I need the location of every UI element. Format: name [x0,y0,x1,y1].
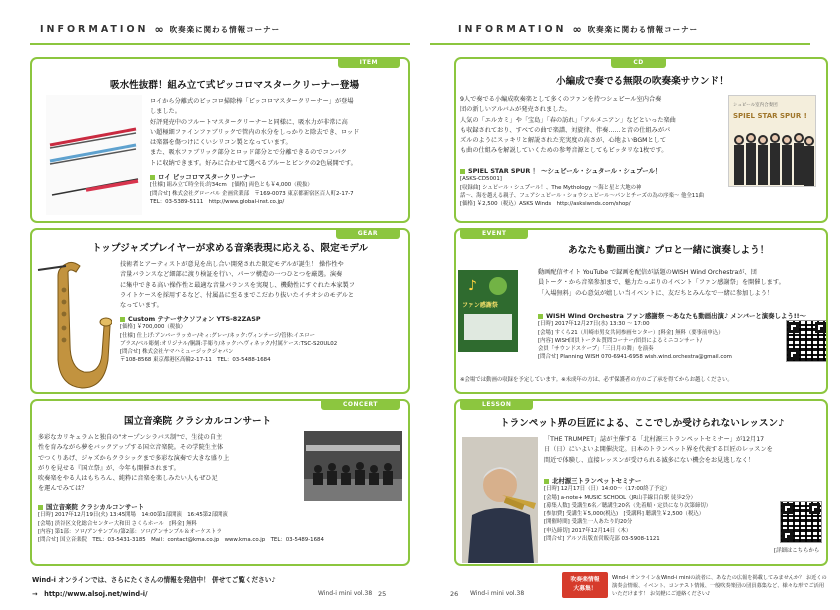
spec-line: [内容] 第1部：ソロ/アンサンブル/第2部：ソロ/アンサンブル＆オーケストラ [38,528,222,535]
body-line: なっています。 [120,302,163,310]
event-qr-code[interactable] [786,320,828,362]
item-panel [30,57,410,223]
event-note: ※会場では動画の収録を予定しています。※未成年の方は、必ず保護者の方のご了承を得てからお越しください。 [460,377,733,383]
jacket-title: SPIEL STAR SPUR ! [733,112,807,120]
poster-title: ファン感謝祭 [462,302,498,309]
spec-line: [問合せ] 株式会社グローバル 企画営業部 〒169-0073 東京都新宿区百人町2-17-7 [150,190,354,197]
online-notice: Wind-i オンラインでは、さらにたくさんの情報を発信中！ 併せてご覧ください♪ [32,576,276,584]
body-line: 性を育みながら夢をバックアップする国立音楽院。その学院生主体 [38,444,224,452]
spec-line: [価格] ￥700,000（税抜） [120,324,186,331]
body-line: に集中できる高い操作性と最適な音量バランスを実現し、機動性にすぐれた本家製フ [120,281,355,289]
body-line: 9人で奏でる小編成吹奏楽として多くのファンを持つシュピール室内合奏 [460,96,662,103]
article-body [544,435,828,466]
body-line: 音量バランスなど細部に渡り検証を行い、パーツ構造の一つひとつを厳選。演奏 [120,271,343,279]
info-wanted-badge [562,572,608,598]
event-name: 国立音楽院 クラシカルコンサート [38,503,404,511]
spec-line: ブラス/ベル彫刻:オリジナル/胴調:手彫り/ネック:ヘヴィネック/付属ケース:TSC-S20UL02 [120,340,338,347]
spec-line: [収録曲] シュピール・シュプール！、The Mythology ～海と星と大地の神 [460,184,642,191]
category-tag: ITEM [338,57,400,68]
jacket-subtitle: シュピール室内合奏団 [733,103,778,108]
trumpeter-photo [462,437,538,563]
body-line: 間近で体験し、直接レッスンが受けられる滅多にない機会をお見逃しなく！ [544,456,755,464]
category-tag: CD [611,57,665,68]
spec-line: 話～、海を越える親子、フェアシュピール・ショウシュピール～パンとチーズの為の序楽～ 他全11曲 [460,192,705,199]
header-subtitle: 吹奏楽に関わる情報コーナー [587,24,699,34]
event-panel [454,228,828,394]
body-line: でつくりあげ、ジャズからクラシックまで多彩な演奏で大きな盛り上 [38,454,230,462]
header-word: INFORMATION [458,23,567,35]
body-line: ライトケースを採用するなど、付属品に至るまでこだわり抜いたイチオシのモデルと [120,291,355,299]
spec-line: [問合せ] アルソ出版直営販売部 03-5908-1121 [544,536,660,543]
article-body [150,97,405,169]
trumpeter-image [462,437,538,563]
body-line: 吹奏楽をやる人はもちろん、純粋に音楽を楽しみたい人もぜひ足 [38,475,218,483]
body-line: 動画配信サイト YouTube で録画を配信が話題のWISH Wind Orchestraが、団 [538,269,757,276]
article-title: 国立音楽院 クラシカルコンサート [124,416,272,427]
badge-line: 大募集！ [573,586,597,592]
infinity-icon: ∞ [572,22,582,36]
body-line: い超極細ファインファブリックで管内の水分をしっかりと除去でき、ロッド [150,128,360,136]
spec-line: [日時] 12月17日（日）14:00～（17:00終了予定） [544,486,671,493]
spec-line: [参加費] 受講生￥5,000(税込) [受講料] 聴講生￥2,500（税込） [544,511,705,518]
album-name: SPIEL STAR SPUR ！ ～シュピール・シュタール・シュプール！ [460,167,726,175]
event-info [538,312,806,362]
poster-graphic [458,270,518,352]
right-page [420,0,840,610]
online-url-link[interactable]: → http://www.alsoj.net/wind-i/ [32,590,148,598]
body-line: 団の新しいアルバムが発売されました。 [460,106,571,114]
spec-line: [問合せ] 株式会社ヤマハミュージックジャパン [120,349,234,356]
spec-line: [日時] 2017年12月27日(水) 13:30 ～ 17:00 [538,321,650,328]
tenor-saxophone-image [36,256,112,394]
body-line: 「入場無料」の心意気が嬉しい当イベントに、友だちとみんなで一緒に参加しよう！ [538,289,774,297]
category-tag: EVENT [460,228,528,239]
notice-line: いただけます！ お気軽にご連絡ください♪ [612,591,711,598]
body-line: 日（日）にいよいよ開催決定。日本のトランペット界を代表する巨匠のレッスンを [544,446,773,454]
body-line: ズルのようにスッキリと解説された充実度の高さが、心地よいBGMとして [460,137,667,145]
spec-line: [開催時間] 受講生一人あたり約20分 [544,519,633,526]
concert-panel [30,399,410,566]
body-line: 人気の「エルカミ」や「宝島」「春の訪れ」「アルメニアン」などといった楽曲 [460,116,676,124]
notice-line: Wind-i オンライン＆Wind-i miniの読者に、あなたの広報を掲載してみませんか？ お近くの [612,575,827,581]
article-body [38,433,298,495]
spec-line: [問合せ] 国立音楽院 TEL：03-5431-3185 Mail：contact@kma.co.jp www.kma.co.jp TEL：03-5489-1684 [38,537,324,544]
cd-info [460,167,726,208]
event-poster [458,270,518,352]
product-photo [46,95,142,215]
article-title: あなたも動画出演♪ プロと一緒に演奏しよう！ [568,245,770,256]
spec-line: [申込締切] 2017年12月14日（木） [544,527,632,534]
ensemble-members-image [729,126,816,186]
folio: Wind-i mini vol.38 [470,590,525,597]
article-body [120,260,406,311]
lesson-info [544,477,774,543]
header-rule [30,43,410,45]
body-line: しました。 [150,108,181,116]
category-tag: CONCERT [321,399,400,410]
body-line: も収録されており、すべての曲で楽譜、対旋律、伴奏……と音の仕組みがパ [460,126,671,134]
article-body [460,95,722,157]
header-subtitle: 吹奏楽に関わる情報コーナー [169,24,281,34]
spec-line: [募集人数] 受講生6名／聴講生20名（先着順・定員になり次第締切） [544,502,712,509]
seminar-name: 北村源三トランペットセミナー [544,477,774,485]
orchestra-photo [304,431,402,501]
article-body [538,268,826,299]
body-line: は楽器を傷つけにくいシリコン製となっています。 [150,139,292,147]
page-number: 26 [450,590,459,598]
body-line: ロイから分離式のピッコロ掃除棒「ピッコロマスタークリーナー」が登場 [150,98,354,105]
badge-line: 吹奏楽情報 [570,577,600,583]
submission-notice [612,574,834,599]
product-name: ロイ ピッコロマスタークリーナー [150,173,408,181]
spec-line: [日時] 2017年12月19日(火) 13:45開場 14:00第1部開演 16:45第2部開演 [38,512,228,519]
spec-line: [会場] 渋谷区文化総合センター大和田 さくらホール [料金] 無料 [38,520,197,527]
product-info [120,315,406,365]
spec-line: [問合せ] Planning WISH 070-6941-6958 wish.wind.orchestra@gmail.com [538,354,732,361]
event-name: WISH Wind Orchestra ファン感謝祭 ～あなたも動画出演♪ メンバーと演奏しよう!!～ [538,312,778,320]
article-title: トップジャズプレイヤーが求める音楽表現に応える、限定モデル [92,243,369,254]
body-line: トに収納できます。好みに合わせて選べるブルーとピンクの2色展開です。 [150,159,357,167]
section-header [458,22,818,36]
body-line: 技術者とアーティストが意見を出し合い開発された限定モデルが誕生！ 操作性や [120,261,344,268]
folio: Wind-i mini vol.38 [318,590,373,597]
concert-info [38,503,404,544]
body-line: を運んでみては？ [38,485,88,493]
saxophone-photo [36,256,112,394]
product-info [150,173,408,206]
spec-line: [価格] ￥2,500（税込）ASKS Winds http://asksiwnds.com/shop/ [460,201,631,208]
body-line: 好評発売中のフルートマスタークリーナーと同様に、吸水力が非常に高 [150,118,348,126]
body-line: がりを見せる『国立祭』が、今年も開催されます。 [38,464,180,472]
lesson-panel [454,399,828,566]
svg-text:♪: ♪ [468,278,477,294]
spec-line: [仕様] 仕上げ:アンバーラッカー/キィ:グレー/ネック:ヴィンテージ/管体:イエロー [120,332,316,339]
spec-line: [内容] WISH団員トーク＆質問コーナー/団員によるミニコンサート/ [538,337,703,344]
spec-line: TEL：03-5389-5111 http://www.global-inst.co.jp/ [150,198,285,205]
spec-line: [会場] a-note+ MUSIC SCHOOL（JR山手線目白駅 徒歩2分） [544,494,696,501]
cd-panel [454,57,828,223]
page-number: 25 [378,590,387,598]
body-line: 多彩なカリキュラムと独自の"オープンシラバス制"で、生徒の自主 [38,434,223,441]
gear-panel [30,228,410,394]
spec-line: [ASKS-CD5001] [460,176,502,183]
article-title: トランペット界の巨匠による、ここでしか受けられないレッスン♪ [500,418,785,429]
spec-line: 会員「サウンドスケープ」「三日月の舞」を演奏 [538,346,654,353]
product-name: Custom テナーサクソフォン YTS-82ZASP [120,315,406,323]
body-line: も曲の仕組みを解説していくための参考音源としてもピッタリな1枚です。 [460,147,668,155]
header-rule [430,43,810,45]
cleaner-rods-image [46,95,142,215]
spec-line: [仕様] 組み立て時全長:約34cm [価格] 両色とも￥4,000（税抜） [150,182,313,189]
body-line: 「THE TRUMPET」誌が主催する「北村源三トランペットセミナー」が12月17 [544,436,765,443]
lesson-qr-code[interactable] [780,501,822,543]
spec-line: [会場] すくら21（川崎市男女共同参画センター）[料金] 無料（要事前申込） [538,329,724,336]
category-tag: LESSON [460,399,533,410]
cd-jacket [728,95,816,187]
header-word: INFORMATION [40,23,149,35]
section-header [40,22,400,36]
qr-caption: [詳細はこちらから [774,548,820,554]
category-tag: GEAR [336,228,400,239]
infinity-icon: ∞ [154,22,164,36]
body-line: また、吸水ファブリック部分とロッド部分とで分離できるのでコンパク [150,149,347,157]
notice-line: 演奏会情報、イベント、コンテスト情報、一般吹奏楽団の団員募集など、様々な形でご活用 [612,583,825,590]
article-title: 小編成で奏でる無限の吹奏楽サウンド！ [556,76,729,87]
body-line: 員トーク・から音楽参加まで、魅力たっぷりのイベント「ファン感謝祭」を開催します。 [538,279,785,287]
orchestra-image [304,431,402,501]
article-title: 吸水性抜群！組み立て式ピッコロマスタークリーナー登場 [110,80,360,91]
spec-line: 〒108-8568 東京都港区高輪2-17-11 TEL：03-5488-1684 [120,357,271,364]
